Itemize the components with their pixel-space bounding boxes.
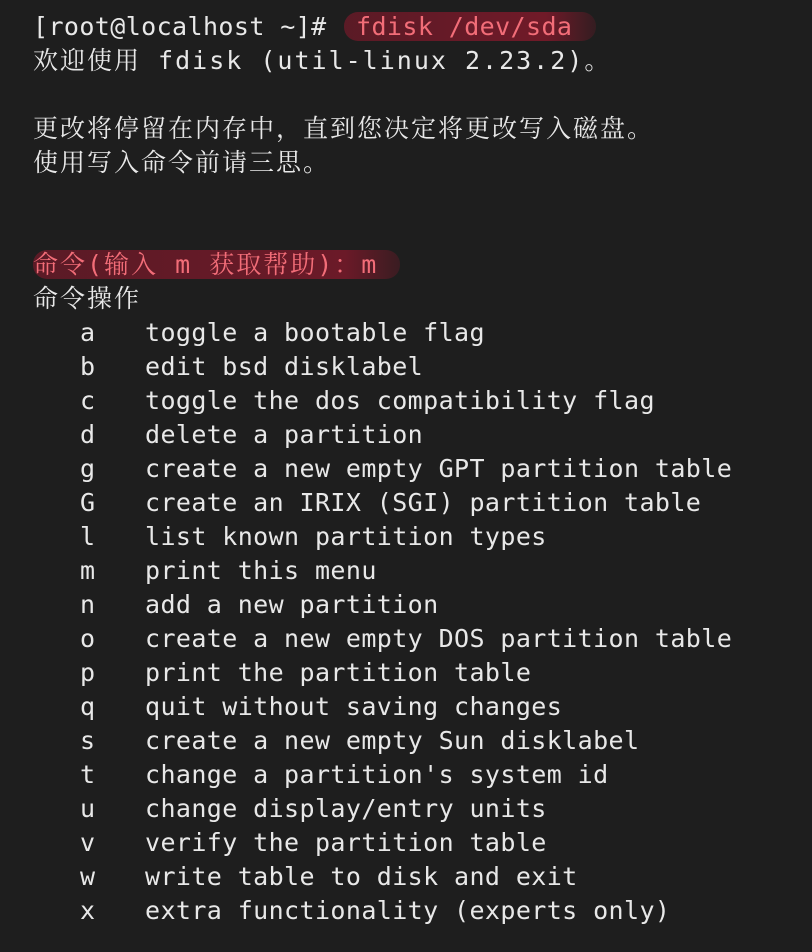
menu-item-d [33, 418, 812, 452]
menu-key: u [80, 794, 96, 823]
menu-item-v [33, 826, 812, 860]
menu-item-u [33, 792, 812, 826]
menu-key: o [80, 624, 96, 653]
menu-key: a [80, 318, 96, 347]
entered-command: fdisk /dev/sda [344, 12, 596, 41]
menu-key: x [80, 896, 96, 925]
menu-description: change display/entry units [145, 794, 547, 823]
menu-key: G [80, 488, 96, 517]
menu-item-t [33, 758, 812, 792]
menu-item-G [33, 486, 812, 520]
menu-key: m [80, 556, 96, 585]
input-prompt-line [33, 248, 812, 282]
menu-item-p [33, 656, 812, 690]
input-prompt: 命令(输入 m 获取帮助)：m [33, 250, 400, 279]
menu-key: v [80, 828, 96, 857]
menu-description: add a new partition [145, 590, 439, 619]
menu-description: verify the partition table [145, 828, 547, 857]
blank-line [33, 214, 812, 248]
command-menu [33, 316, 812, 928]
blank-line [33, 180, 812, 214]
menu-description: toggle the dos compatibility flag [145, 386, 655, 415]
menu-item-x [33, 894, 812, 928]
menu-item-b [33, 350, 812, 384]
menu-description: create a new empty GPT partition table [145, 454, 733, 483]
menu-key: g [80, 454, 96, 483]
menu-key: c [80, 386, 96, 415]
menu-description: edit bsd disklabel [145, 352, 424, 381]
menu-description: print this menu [145, 556, 377, 585]
menu-description: create a new empty Sun disklabel [145, 726, 640, 755]
menu-description: toggle a bootable flag [145, 318, 485, 347]
menu-description: extra functionality (experts only) [145, 896, 671, 925]
menu-description: list known partition types [145, 522, 547, 551]
menu-description: delete a partition [145, 420, 424, 449]
menu-description: write table to disk and exit [145, 862, 578, 891]
command-line [33, 10, 812, 44]
menu-description: quit without saving changes [145, 692, 563, 721]
menu-item-c [33, 384, 812, 418]
menu-key: t [80, 760, 96, 789]
notice-line-2: 使用写入命令前请三思。 [33, 148, 331, 177]
menu-item-a [33, 316, 812, 350]
menu-key: w [80, 862, 96, 891]
shell-prompt: [root@localhost ~]# [33, 12, 343, 41]
menu-item-l [33, 520, 812, 554]
menu-title: 命令操作 [33, 284, 142, 313]
menu-key: d [80, 420, 96, 449]
menu-key: l [80, 522, 96, 551]
notice-line-1: 更改将停留在内存中，直到您决定将更改写入磁盘。 [33, 114, 655, 143]
menu-key: q [80, 692, 96, 721]
menu-description: print the partition table [145, 658, 532, 687]
menu-description: change a partition's system id [145, 760, 609, 789]
welcome-message: 欢迎使用 fdisk (util-linux 2.23.2)。 [33, 46, 612, 75]
menu-key: b [80, 352, 96, 381]
menu-item-g [33, 452, 812, 486]
blank-line [33, 78, 812, 112]
menu-item-q [33, 690, 812, 724]
menu-item-n [33, 588, 812, 622]
menu-item-w [33, 860, 812, 894]
menu-description: create a new empty DOS partition table [145, 624, 733, 653]
menu-description: create an IRIX (SGI) partition table [145, 488, 702, 517]
menu-key: n [80, 590, 96, 619]
menu-key: p [80, 658, 96, 687]
menu-item-s [33, 724, 812, 758]
menu-item-o [33, 622, 812, 656]
menu-key: s [80, 726, 96, 755]
menu-item-m [33, 554, 812, 588]
